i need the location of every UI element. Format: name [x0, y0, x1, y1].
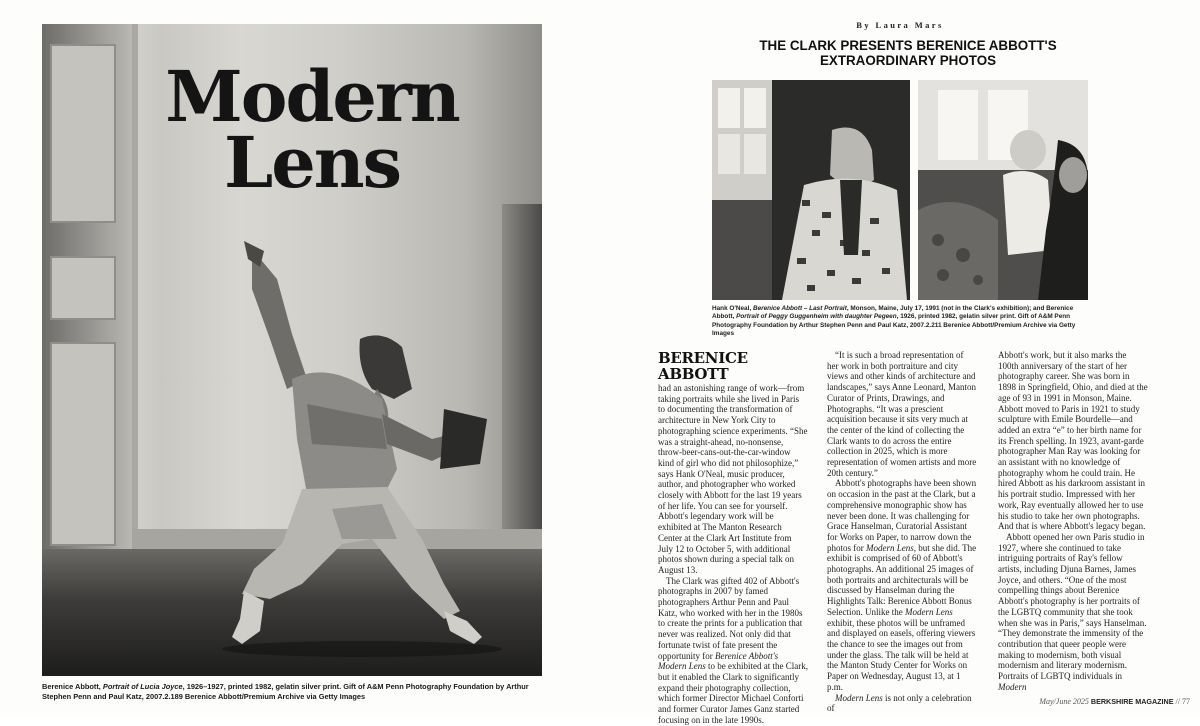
- door-panel: [50, 342, 116, 546]
- paragraph: Abbott's work, but it also marks the 100th anniversary of the start of her photography career. She was born in 1898 in Springfield, Ohio, and died at the age of 93 in 1991 in Monson, Maine. Abbott moved to Paris in 1921 to study sculpture with Emile Bourdelle—and added an extra “e” to her birth name for its French spelling. In 1923, avant-garde photographer Man Ray was looking for an assistant with no knowledge of photography whom he could train. He hired Abbott as his darkroom assistant in his portrait studio. Impressed with her work, Ray eventually allowed her to use his studio to take her own photographs. And that is where Abbott's legacy began.: [998, 350, 1148, 532]
- lead-in-head: BERENICE ABBOTT: [658, 349, 748, 383]
- article-column-2: [827, 350, 977, 714]
- right-photos-caption: [712, 305, 1088, 339]
- paragraph: had an astonishing range of work—from taking portraits while she lived in Paris to documenting the transformation of architecture in New York City to photographing science experiments. “She was a straight-ahead, no-nonsense, throw-beer-cans-out-the-car-window kind of girl who did not philosophize,” says Hank O'Neal, music producer, author, and photographer who worked closely with Abbott for the last 19 years of her life. You can see for yourself. Abbott's legendary work will be exhibited at The Manton Research Center at the Clark Art Institute from July 12 to October 5, with additional photos shown during a special talk on August 13.: [658, 383, 808, 575]
- article-headline: THE CLARK PRESENTS BERENICE ABBOTT'S EXTRAORDINARY PHOTOS: [759, 38, 1057, 68]
- lucia-joyce-photo: [42, 24, 542, 676]
- folio-magazine: BERKSHIRE MAGAZINE: [1090, 697, 1174, 706]
- caption-title-italic: Portrait of Lucia Joyce: [102, 682, 183, 691]
- caption-title-italic: Berenice Abbott – Last Portrait: [752, 305, 847, 312]
- folio-page-number: 77: [1182, 697, 1190, 706]
- paragraph: Abbott's photographs have been shown on occasion in the past at the Clark, but a comprehensive monographic show has never been done. It was challenging for Grace Hanselman, Curatorial Assistant for Works on Paper, to narrow down the photos for Modern Lens, but she did. The exhibit is comprised of 60 of Abbott's photographs. An additional 25 images of both portraits and architecturals will be discussed by Hanselman during the Highlights Talk: Berenice Abbott Bonus Selection. Unlike the Modern Lens exhibit, these photos will be unframed and displayed on easels, offering viewers the chance to see the images out from under the glass. The talk will be held at the Manton Study Center for Works on Paper on Wednesday, August 13, at 1 p.m.: [827, 478, 977, 692]
- article-column-3: [998, 350, 1148, 693]
- door-panel: [50, 256, 116, 320]
- byline: By Laura Mars: [856, 20, 944, 30]
- caption-text: Hank O'Neal,: [712, 305, 753, 312]
- page-title: [142, 55, 482, 204]
- caption-title-italic: Portrait of Peggy Guggenheim with daughter Pegeen: [736, 313, 897, 321]
- paragraph: Modern Lens is not only a celebration of: [827, 692, 972, 714]
- guggenheim-pegeen-photo: [918, 80, 1088, 300]
- door: [42, 24, 138, 584]
- door-panel: [50, 44, 116, 223]
- dancer-figure: [182, 239, 522, 659]
- title-line-1: Modern: [165, 55, 459, 138]
- caption-text: , Monson, Maine, July 17, 1991 (not in the Clark's exhibition); and Berenice Abbott,: [712, 305, 1074, 321]
- caption-text: , 1926, printed 1982, gelatin silver print. Gift of A&M Penn Photography Foundation by Arthur Stephen Penn and Paul Katz, 2007.2.211 Berenice Abbott/Premium Archive via Getty Images: [712, 313, 1076, 338]
- folio-issue: May/June 2025: [1039, 697, 1089, 706]
- paragraph: Abbott opened her own Paris studio in 1927, where she continued to take intriguing portraits of Ray's fellow artists, including Djuna Barnes, James Joyce, and others. “One of the most compelling things about Berenice Abbott's photography is her portraits of the LGBTQ community that she took when she was in Paris,” says Hanselman. “They demonstrate the immensity of the contribution that queer people were making to modernism, both visual modernism and literary modernism. Portraits of LGBTQ individuals in Modern: [998, 531, 1147, 692]
- page-folio: [1010, 697, 1190, 706]
- left-photo-caption: [42, 682, 542, 702]
- folio-slash: //: [1175, 697, 1182, 706]
- caption-text: , 1926–1927, printed 1982, gelatin silver print. Gift of A&M Penn Photography Foundation by Arthur Stephen Penn and Paul Katz, 2007.2.189 Berenice Abbott/Premium Archive via Getty Images: [42, 682, 529, 701]
- article-column-1: [658, 350, 808, 726]
- paragraph: “It is such a broad representation of her work in both portraiture and city views and other kinds of architecture and landscapes,” says Anne Leonard, Manton Curator of Prints, Drawings, and Photographs. “It was a prescient acquisition because it sits very much at the center of the kind of collecting the Clark wants to do across the entire collection in 2025, which is more representation of women artists and more 20th century.”: [827, 350, 977, 478]
- caption-text: Berenice Abbott,: [42, 682, 103, 691]
- paragraph: The Clark was gifted 402 of Abbott's photographs in 2007 by famed photographers Arthur Penn and Paul Katz, who worked with her in the 1980s to create the prints for a publication that never was realized. Not only did that fortunate twist of fate present the opportunity for Berenice Abbott's Modern Lens to be exhibited at the Clark, but it enabled the Clark to significantly expand their photography collection, which former Director Michael Conforti and former Curator James Ganz started focusing on in the late 1990s.: [658, 575, 808, 725]
- title-line-2: Lens: [223, 121, 401, 204]
- abbott-last-portrait-photo: [712, 80, 910, 300]
